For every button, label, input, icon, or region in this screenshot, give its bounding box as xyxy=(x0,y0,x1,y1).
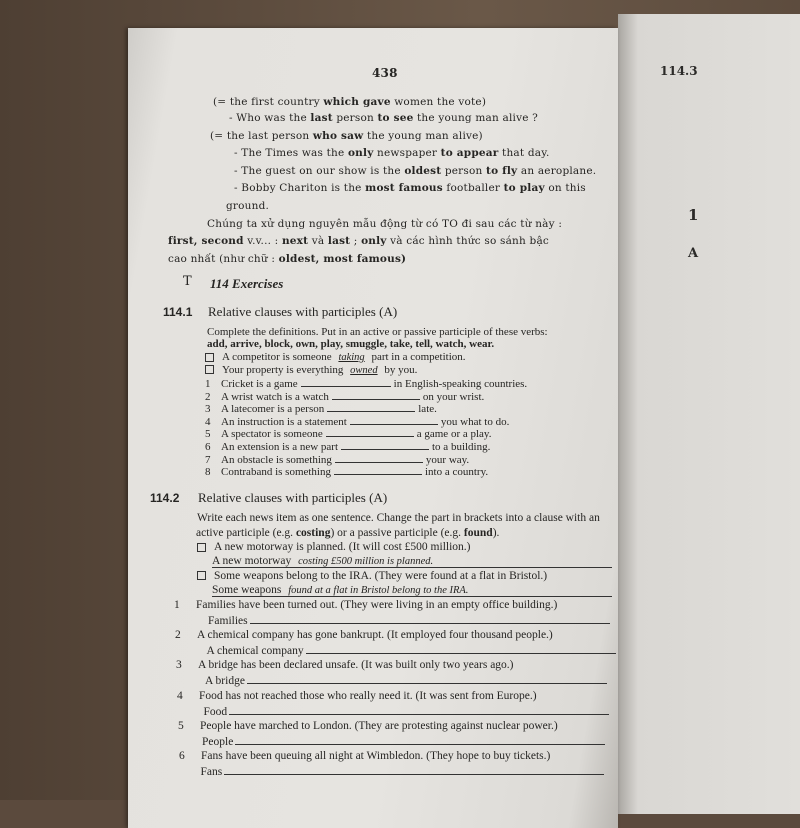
exercise-row xyxy=(205,402,437,415)
example-answer: taking xyxy=(338,352,365,363)
answer-blank[interactable] xyxy=(235,735,605,745)
exercise-title: Relative clauses with participles (A) xyxy=(198,490,388,505)
text-segment: the young man alive ? xyxy=(413,112,538,124)
answer-blank[interactable] xyxy=(326,427,414,437)
answer-line xyxy=(205,674,607,687)
item-suffix: a game or a play. xyxy=(416,428,492,441)
right-page-fragment: 1 xyxy=(688,206,699,224)
item-number: 6 xyxy=(179,750,185,762)
item-prefix: A wrist watch is a watch xyxy=(221,390,329,403)
answer-blank[interactable] xyxy=(224,765,604,775)
bold-phrase: who saw xyxy=(312,130,364,142)
exercise-title: Relative clauses with participles (A) xyxy=(208,304,398,319)
item-prefix: An extension is a new part xyxy=(221,441,338,453)
exercise-row xyxy=(205,440,490,453)
text-segment: an aeroplane. xyxy=(517,165,597,177)
example-answer: costing £500 million is planned. xyxy=(298,556,434,567)
answer-line xyxy=(204,705,610,718)
bold-phrase: only xyxy=(361,235,387,247)
item-suffix: your way. xyxy=(425,453,470,466)
answer-blank[interactable] xyxy=(341,440,429,450)
exercise-instruction xyxy=(196,527,499,539)
exercise-row xyxy=(178,720,558,732)
item-suffix: late. xyxy=(418,403,437,416)
exercise-number: 114.2 xyxy=(150,491,180,505)
item-number: 5 xyxy=(205,428,211,441)
item-prefix: Your property is everything xyxy=(222,363,344,376)
exercise-row xyxy=(179,750,550,762)
text-segment: - Bobby Chariton is the xyxy=(234,182,366,194)
example-answer: owned xyxy=(350,364,378,376)
checkbox-icon xyxy=(205,365,214,374)
answer-blank[interactable] xyxy=(327,402,415,412)
example-sentence xyxy=(197,541,470,553)
text-segment: (= the first country xyxy=(213,96,324,108)
answer-blank[interactable] xyxy=(335,453,423,463)
exercise-marker: T xyxy=(183,274,192,289)
item-prefix: A competitor is someone xyxy=(222,351,332,363)
text-segment: (= the last person xyxy=(210,130,313,142)
instruction-text: ). xyxy=(492,527,500,539)
item-number: 2 xyxy=(205,390,211,403)
answer-start: Families xyxy=(208,615,248,627)
item-number: 3 xyxy=(205,403,211,416)
bold-phrase: to play xyxy=(503,182,545,194)
item-number: 5 xyxy=(178,719,184,732)
item-number: 4 xyxy=(205,415,211,428)
verb-list: add, arrive, block, own, play, smuggle, take, tell, watch, wear. xyxy=(207,338,495,350)
answer-start: A bridge xyxy=(205,675,245,688)
item-number: 1 xyxy=(174,599,180,611)
example-answer: found at a flat in Bristol belong to the IRA. xyxy=(288,584,469,596)
item-suffix: in English-speaking countries. xyxy=(393,378,528,390)
right-page-section-number: 114.3 xyxy=(660,64,698,78)
text-segment: Chúng ta xử dụng nguyên mẫu động từ có TO đi sau các từ này : xyxy=(207,218,563,230)
explanation-line xyxy=(234,182,586,194)
bold-phrase: oldest xyxy=(404,165,442,177)
text-segment: - The Times was the xyxy=(234,147,348,159)
answer-blank[interactable] xyxy=(247,674,607,684)
answer-line xyxy=(201,765,605,778)
item-suffix: you what to do. xyxy=(440,415,510,428)
sentence: Some weapons belong to the IRA. (They were found at a flat in Bristol.) xyxy=(214,569,548,582)
answer-blank[interactable] xyxy=(306,644,616,654)
bold-phrase: first, second xyxy=(168,235,244,247)
text-segment: và xyxy=(308,235,328,247)
example-answer-line xyxy=(212,555,612,568)
explanation-line xyxy=(168,235,549,247)
sentence: Fans have been queuing all night at Wimbledon. (They hope to buy tickets.) xyxy=(201,750,551,762)
answer-start: Some weapons xyxy=(212,583,282,596)
explanation-line xyxy=(234,165,596,177)
item-number: 4 xyxy=(177,689,183,702)
exercise-row xyxy=(205,453,469,466)
text-segment: - The guest on our show is the xyxy=(234,165,405,177)
answer-line xyxy=(202,735,605,748)
answer-blank[interactable] xyxy=(332,390,420,400)
instruction-text: ) or a passive participle (e.g. xyxy=(330,527,464,539)
answer-start: Food xyxy=(203,705,228,718)
answer-start: Fans xyxy=(200,766,223,778)
text-segment: ; xyxy=(350,235,362,247)
bold-phrase: last xyxy=(310,112,333,124)
explanation-line xyxy=(210,130,483,142)
bold-phrase: only xyxy=(347,147,374,159)
item-suffix: part in a competition. xyxy=(371,351,466,363)
sentence: A chemical company has gone bankrupt. (It employed four thousand people.) xyxy=(197,629,553,642)
text-segment: person xyxy=(441,165,487,177)
example-sentence xyxy=(197,570,547,582)
instruction-example: costing xyxy=(295,527,331,539)
item-number: 1 xyxy=(205,378,211,390)
example-row xyxy=(205,351,466,363)
exercise-row xyxy=(205,465,488,478)
sentence: People have marched to London. (They are protesting against nuclear power.) xyxy=(200,719,558,732)
text-segment: - Who was the xyxy=(229,112,311,124)
bold-phrase: most famous xyxy=(365,182,443,194)
bold-phrase: to appear xyxy=(440,147,499,159)
exercises-heading: 114 Exercises xyxy=(210,276,284,291)
example-answer-line xyxy=(212,584,612,597)
checkbox-icon xyxy=(197,571,206,580)
text-segment: person xyxy=(332,112,378,124)
checkbox-icon xyxy=(197,543,206,552)
explanation-line xyxy=(229,112,538,124)
item-prefix: An instruction is a statement xyxy=(221,415,347,428)
item-suffix: on your wrist. xyxy=(422,390,485,403)
text-segment: newspaper xyxy=(373,147,441,159)
answer-blank[interactable] xyxy=(301,377,391,387)
answer-blank[interactable] xyxy=(229,705,609,715)
exercise-row xyxy=(205,390,484,403)
bold-phrase: which gave xyxy=(323,96,391,108)
answer-blank[interactable] xyxy=(334,465,422,475)
instruction-example: found xyxy=(463,527,493,539)
bold-phrase: to fly xyxy=(486,165,518,177)
example-row xyxy=(205,364,417,376)
bold-phrase: next xyxy=(281,235,309,247)
item-number: 7 xyxy=(205,453,211,466)
instruction-text: active participle (e.g. xyxy=(196,527,296,539)
explanation-line xyxy=(213,96,486,108)
exercise-row xyxy=(177,690,537,702)
text-segment: footballer xyxy=(442,182,504,194)
explanation-line xyxy=(226,200,269,212)
sentence: Food has not reached those who really need it. (It was sent from Europe.) xyxy=(199,689,537,702)
text-segment: ground. xyxy=(226,200,270,212)
exercise-row xyxy=(205,427,491,440)
right-page xyxy=(618,14,800,814)
text-segment: that day. xyxy=(498,147,550,159)
exercise-number: 114.1 xyxy=(163,305,193,319)
explanation-line xyxy=(168,253,406,265)
item-prefix: An obstacle is something xyxy=(221,453,332,466)
explanation-line xyxy=(207,218,562,230)
item-prefix: Cricket is a game xyxy=(221,378,298,390)
exercise-row xyxy=(174,599,557,611)
answer-blank[interactable] xyxy=(350,415,438,425)
text-segment: và các hình thức so sánh bậc xyxy=(386,235,549,247)
item-number: 2 xyxy=(175,629,181,642)
exercise-instruction: Write each news item as one sentence. Change the part in brackets into a clause with an xyxy=(197,512,600,524)
text-segment: women the vote) xyxy=(390,96,487,108)
text-segment: cao nhất (như chữ : xyxy=(168,253,279,265)
sentence: A new motorway is planned. (It will cost £500 million.) xyxy=(214,541,471,553)
item-number: 3 xyxy=(176,659,182,672)
text-segment: on this xyxy=(544,182,586,194)
exercise-row xyxy=(176,659,514,671)
text-segment: v.v... : xyxy=(243,235,282,247)
answer-line xyxy=(207,644,616,657)
item-suffix: to a building. xyxy=(432,441,491,453)
item-prefix: A latecomer is a person xyxy=(221,403,325,416)
checkbox-icon xyxy=(205,353,214,362)
answer-line xyxy=(208,614,610,627)
answer-start: People xyxy=(202,735,234,748)
right-page-fragment: A xyxy=(688,246,699,261)
item-prefix: A spectator is someone xyxy=(221,428,323,441)
answer-start: A chemical company xyxy=(206,645,304,658)
text-segment: the young man alive) xyxy=(363,130,483,142)
bold-phrase: oldest, most famous) xyxy=(278,253,407,265)
answer-blank[interactable] xyxy=(250,614,610,624)
page-number: 438 xyxy=(372,66,398,80)
item-number: 8 xyxy=(205,466,211,479)
exercise-row xyxy=(175,629,553,641)
exercise-instruction: Complete the definitions. Put in an active or passive participle of these verbs: xyxy=(207,326,548,338)
item-number: 6 xyxy=(205,441,211,453)
sentence: A bridge has been declared unsafe. (It was built only two years ago.) xyxy=(198,659,514,672)
answer-start: A new motorway xyxy=(212,555,292,567)
bold-phrase: last xyxy=(327,235,351,247)
item-suffix: by you. xyxy=(384,363,418,376)
item-prefix: Contraband is something xyxy=(221,466,331,479)
exercise-row xyxy=(205,415,509,428)
sentence: Families have been turned out. (They were living in an empty office building.) xyxy=(196,599,558,611)
explanation-line xyxy=(234,147,549,159)
item-suffix: into a country. xyxy=(425,466,489,479)
bold-phrase: to see xyxy=(377,112,414,124)
exercise-row xyxy=(205,377,527,390)
